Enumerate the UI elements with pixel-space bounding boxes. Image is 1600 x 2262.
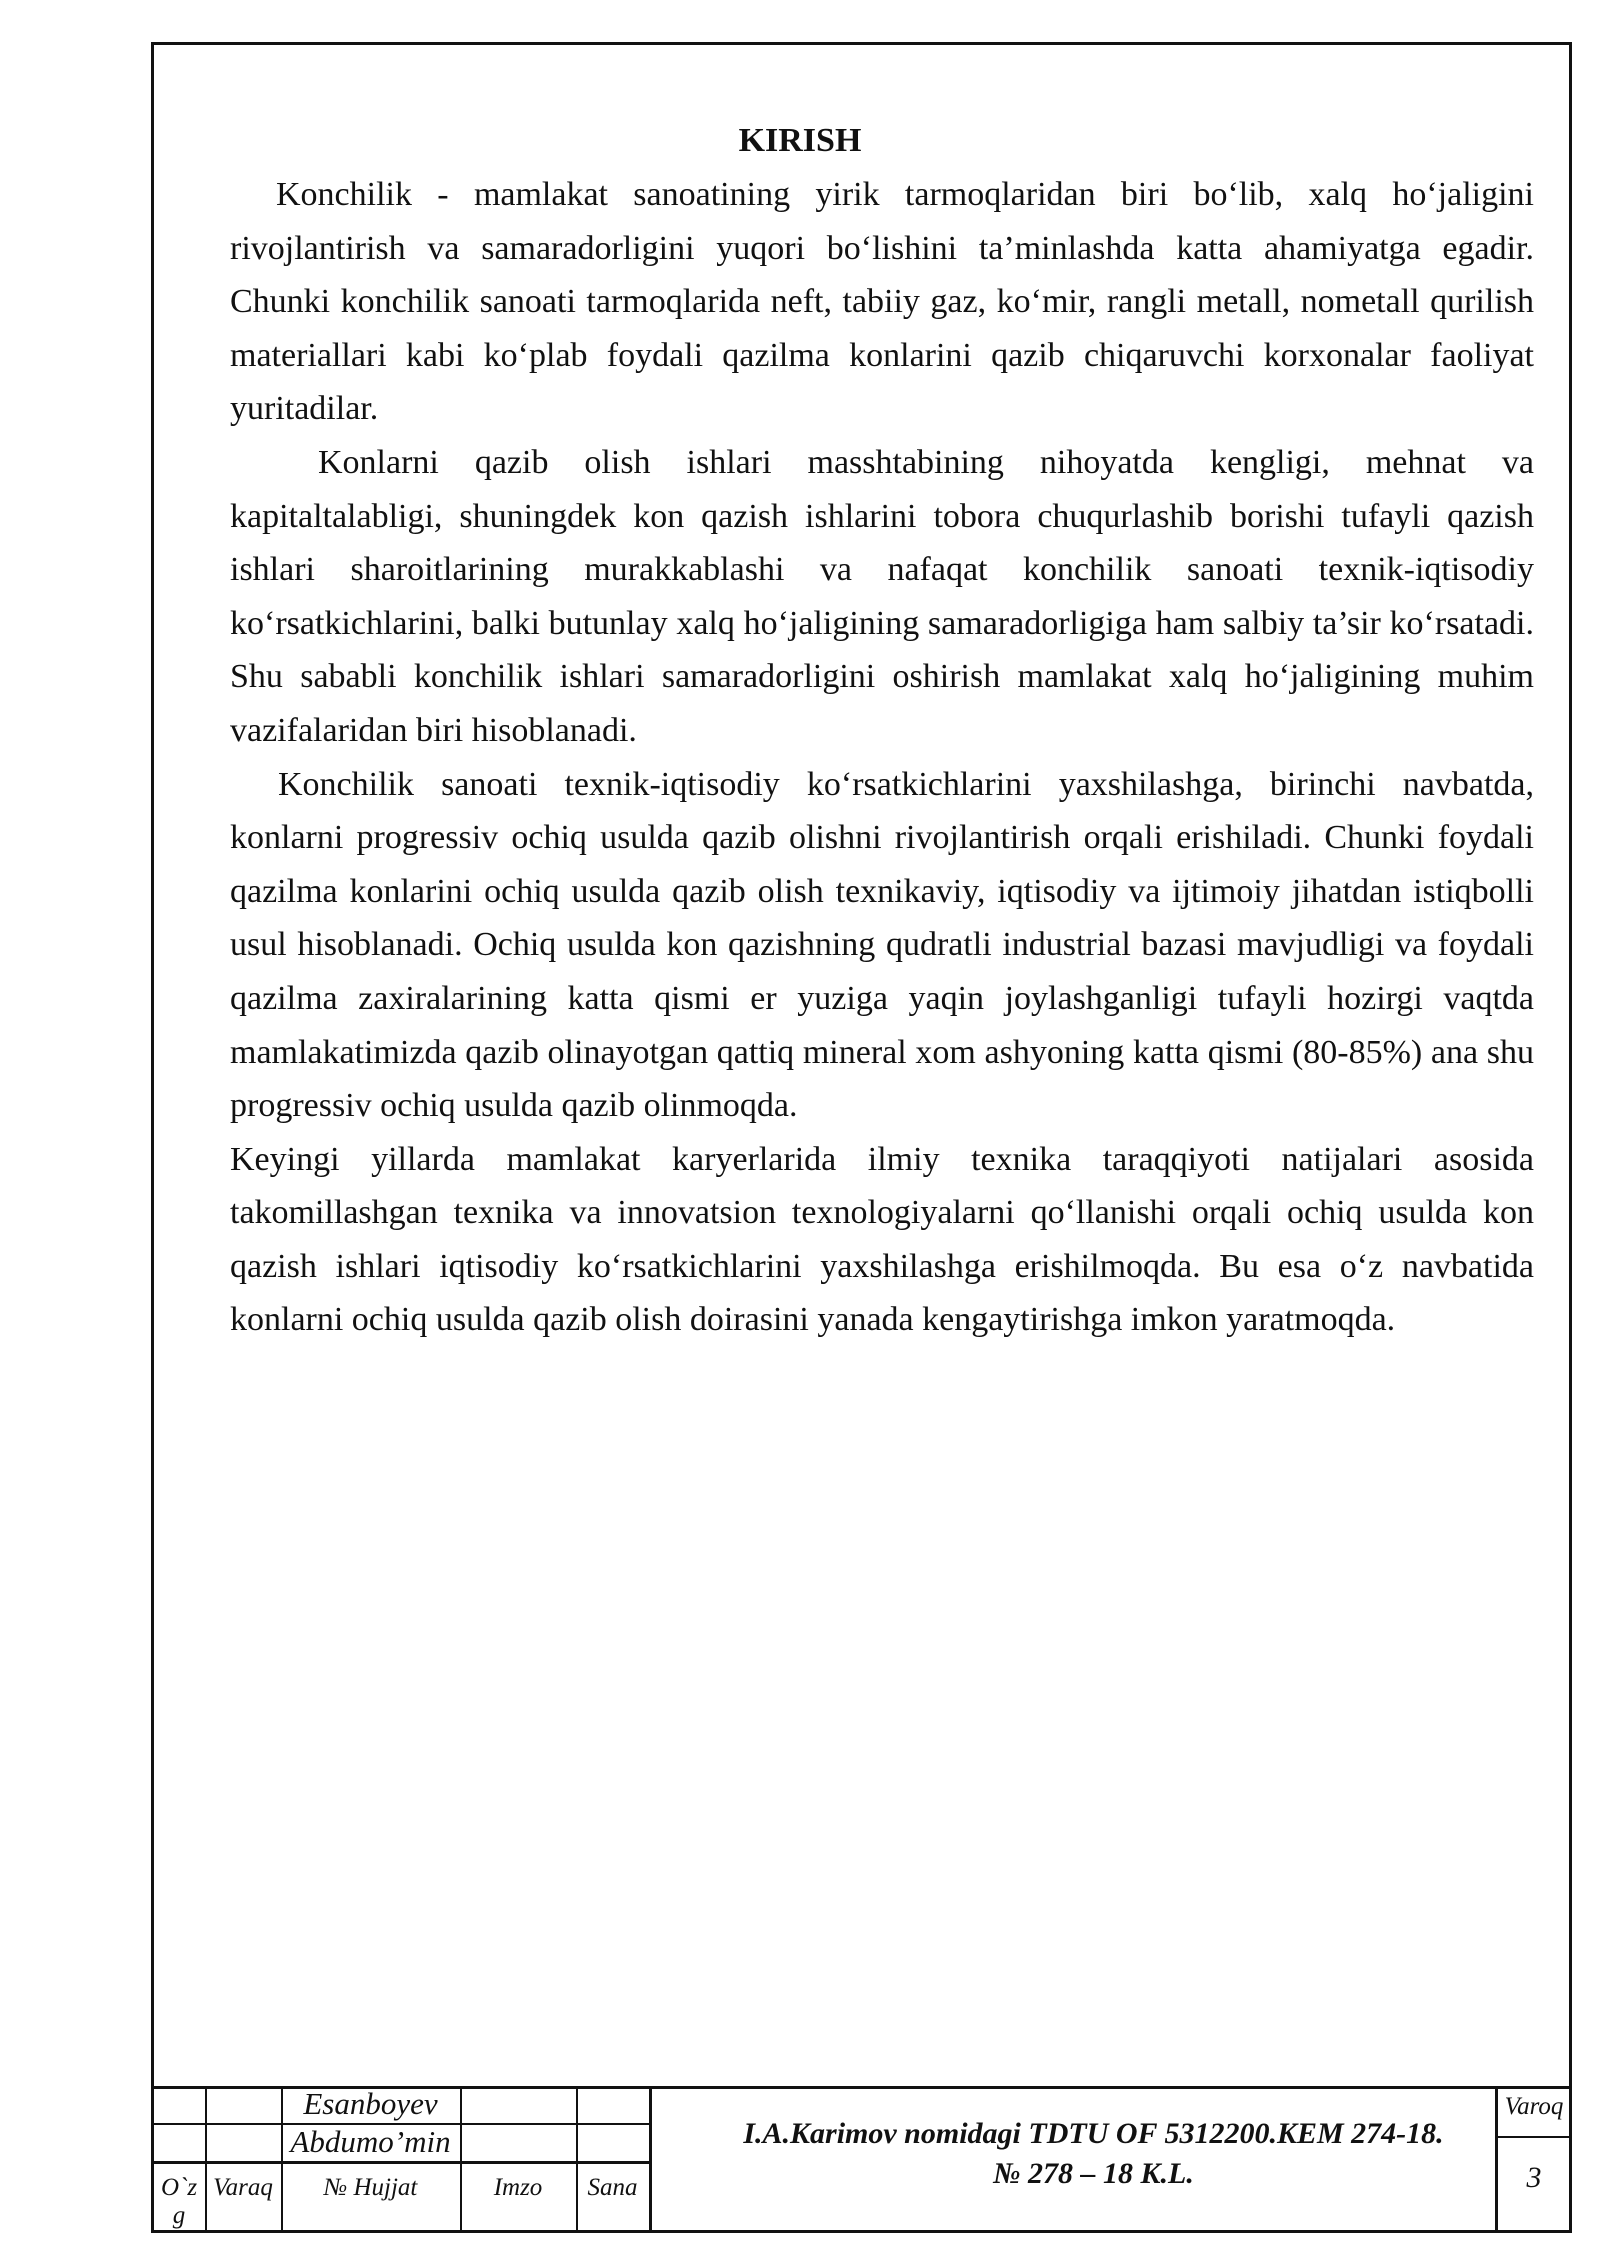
paragraph-3: Konchilik sanoati texnik-iqtisodiy ko‘rsatkichlarini yaxshilashga, birinchi navbatda, konlarni progressiv ochiq usulda qazib olishni rivojlantirish orqali erishiladi. Chunki foydali qazilma konlarini ochiq usulda qazib olish texnikaviy, iqtisodiy va ijtimoiy jihatdan istiqbolli usul hisoblanadi. Ochiq usulda kon qazishning qudratli industrial bazasi mavjudligi va foydali qazilma zaxiralarining katta qismi er yuziga yaqin joylashganligi tufayli hozirgi vaqtda mamlakatimizda qazib olinayotgan qattiq mineral xom ashyoning katta qismi (80-85%) ana shu progressiv ochiq usulda qazib olinmoqda. <box>230 765 1534 1125</box>
divider <box>151 2161 649 2164</box>
divider <box>649 2086 652 2233</box>
divider <box>576 2086 578 2233</box>
divider <box>205 2086 207 2233</box>
author-surname: Esanboyev <box>303 2086 438 2121</box>
sheet-number: 3 <box>1526 2161 1542 2194</box>
section-heading: KIRISH <box>738 122 862 159</box>
paragraph-4: Keyingi yillarda mamlakat karyerlarida ilmiy texnika taraqqiyoti natijalari asosida takomillashgan texnika va innovatsion texnologiyalarni qo‘llanishi orqali ochiq usulda kon qazish ishlari iqtisodiy ko‘rsatkichlarini yaxshilashga erishilmoqda. Bu esa o‘z navbatida konlarni ochiq usulda qazib olish doirasini yanada kengaytirishga imkon yaratmoqda. <box>230 1140 1534 1339</box>
title-block <box>151 2086 1572 2233</box>
document-body <box>230 168 1534 1347</box>
col-label-sheet: Varaq <box>213 2174 273 2201</box>
document-title-line-2: № 278 – 18 K.L. <box>993 2157 1194 2190</box>
col-label-doc-no: № Hujjat <box>323 2174 418 2201</box>
col-label-signature: Imzo <box>493 2174 543 2201</box>
paragraph-1: Konchilik - mamlakat sanoatining yirik tarmoqlaridan biri bo‘lib, xalq ho‘jaligini rivojlantirish va samaradorligini yuqori bo‘lishini ta’minlashda katta ahamiyatga egadir. Chunki konchilik sanoati tarmoqlarida neft, tabiiy gaz, ko‘mir, rangli metall, nometall qurilish materiallari kabi ko‘plab foydali qazilma konlarini qazib chiqaruvchi korxonalar faoliyat yuritadilar. <box>230 176 1534 428</box>
col-label-date: Sana <box>587 2174 638 2201</box>
sheet-label: Varoq <box>1504 2093 1564 2120</box>
document-title <box>656 2114 1531 2194</box>
author-name: Abdumo’min <box>290 2124 451 2159</box>
col-label-change: O`z g <box>160 2174 198 2229</box>
divider <box>460 2086 462 2233</box>
document-title-line-1: I.A.Karimov nomidagi TDTU OF 5312200.KEM 274-18. <box>743 2117 1444 2150</box>
paragraph-2: Konlarni qazib olish ishlari masshtabining nihoyatda kengligi, mehnat va kapitaltalabligi, shuningdek kon qazish ishlarini tobora chuqurlashib borishi tufayli qazish ishlari sharoitlarining murakkablashi va nafaqat konchilik sanoati texnik-iqtisodiy ko‘rsatkichlarini, balki butunlay xalq ho‘jaligining samaradorligiga ham salbiy ta’sir ko‘rsatadi. Shu sababli konchilik ishlari samaradorligini oshirish mamlakat xalq ho‘jaligining muhim vazifalaridan biri hisoblanadi. <box>230 443 1534 749</box>
